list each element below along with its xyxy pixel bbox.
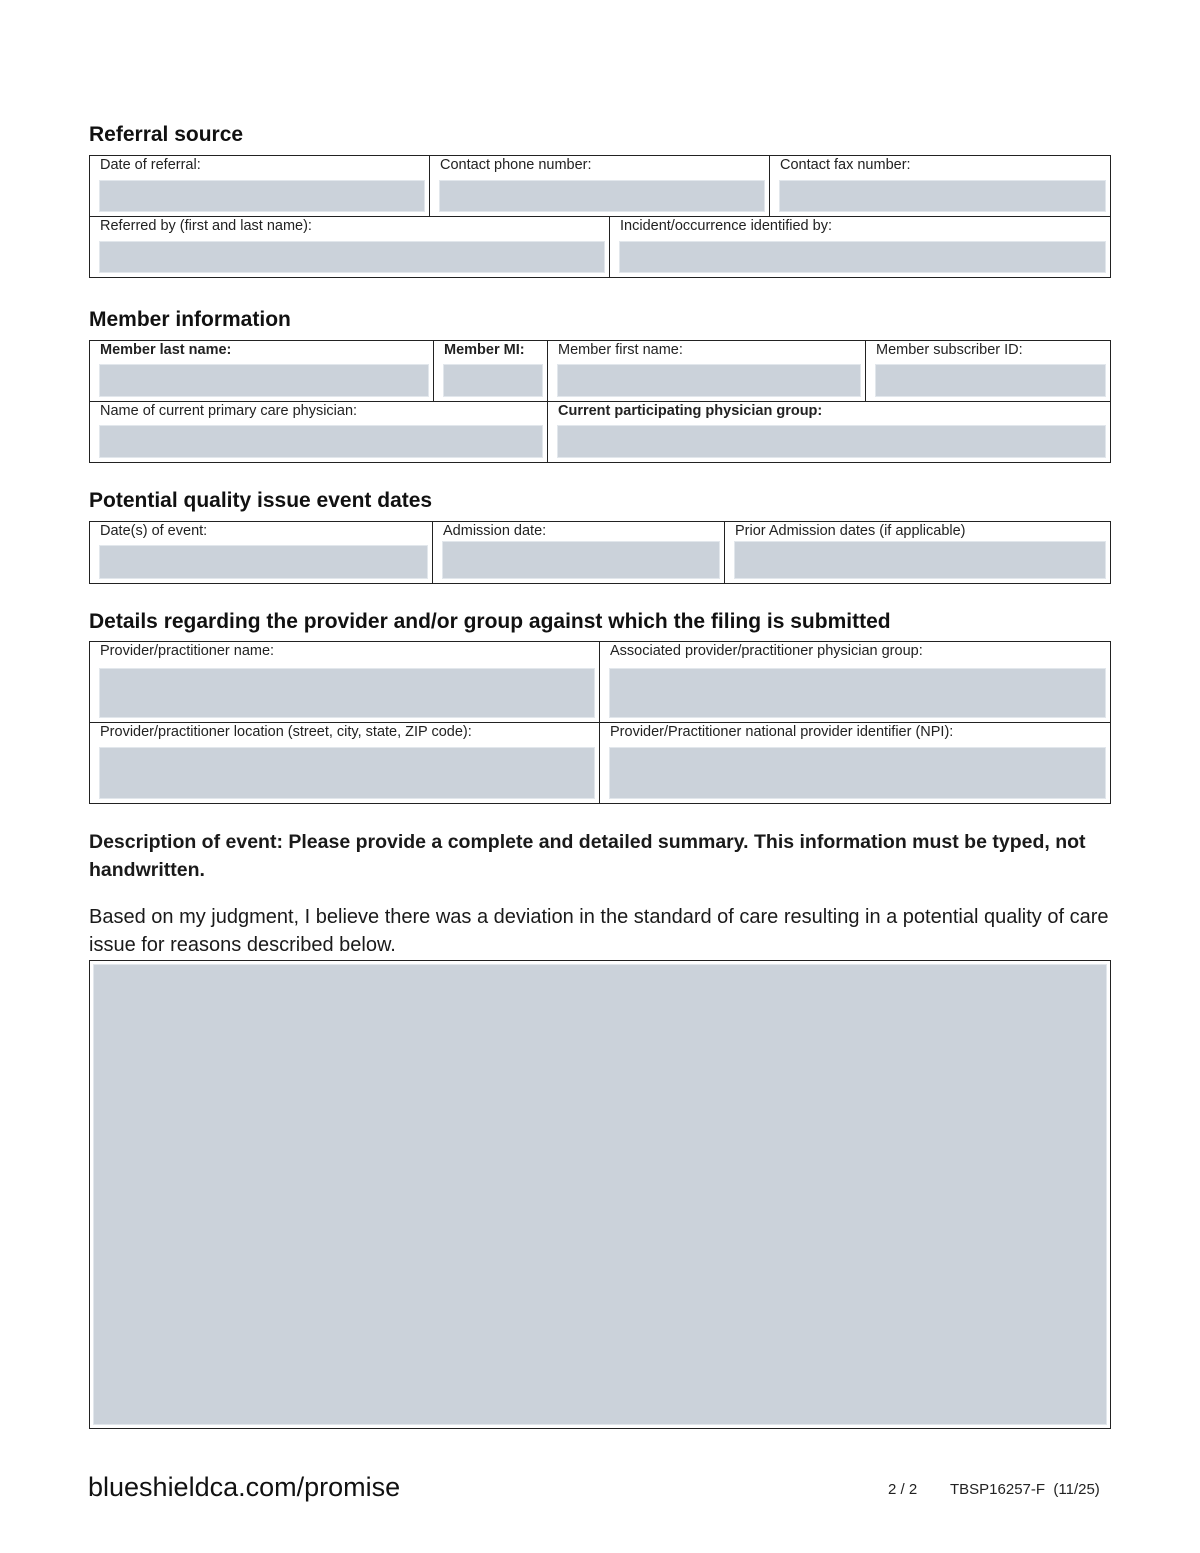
member-mi-cell	[434, 341, 548, 401]
page-number: 2 / 2	[888, 1481, 918, 1498]
pcp-cell	[90, 402, 548, 462]
member-last-name-field[interactable]	[99, 364, 429, 397]
admission-date-cell	[433, 522, 725, 583]
dates-of-event-cell	[90, 522, 433, 583]
referral-source-heading: Referral source	[89, 123, 244, 146]
prior-admission-cell	[725, 522, 1110, 583]
admission-date-label: Admission date:	[443, 523, 547, 539]
contact-phone-label: Contact phone number:	[440, 157, 592, 173]
prior-admission-field[interactable]	[734, 541, 1106, 579]
member-last-name-label: Member last name:	[100, 342, 232, 358]
member-first-name-field[interactable]	[557, 364, 861, 397]
contact-fax-label: Contact fax number:	[780, 157, 911, 173]
date-of-referral-field[interactable]	[99, 180, 425, 212]
member-first-name-cell	[548, 341, 866, 401]
contact-phone-field[interactable]	[439, 180, 765, 212]
provider-details-table	[89, 641, 1111, 804]
member-information-table	[89, 340, 1111, 463]
provider-name-cell	[90, 642, 600, 722]
member-subscriber-id-cell	[866, 341, 1110, 401]
description-box	[89, 960, 1111, 1429]
provider-npi-label: Provider/Practitioner national provider identifier (NPI):	[610, 724, 954, 740]
associated-group-cell	[600, 642, 1110, 722]
date-of-referral-cell	[90, 156, 430, 216]
physician-group-cell	[548, 402, 1110, 462]
member-first-name-label: Member first name:	[558, 342, 683, 358]
provider-details-heading: Details regarding the provider and/or group against which the filing is submitted	[89, 610, 891, 633]
physician-group-field[interactable]	[557, 425, 1106, 458]
pcp-field[interactable]	[99, 425, 543, 458]
dates-of-event-field[interactable]	[99, 545, 428, 579]
member-subscriber-id-field[interactable]	[875, 364, 1106, 397]
referral-source-table	[89, 155, 1111, 278]
referred-by-field[interactable]	[99, 241, 605, 273]
admission-date-field[interactable]	[442, 541, 720, 579]
referred-by-label: Referred by (first and last name):	[100, 218, 312, 234]
prior-admission-label: Prior Admission dates (if applicable)	[735, 523, 966, 539]
provider-location-field[interactable]	[99, 747, 595, 799]
provider-npi-field[interactable]	[609, 747, 1106, 799]
member-information-heading: Member information	[89, 308, 291, 331]
physician-group-label: Current participating physician group:	[558, 403, 823, 419]
contact-phone-cell	[430, 156, 770, 216]
description-field[interactable]	[93, 964, 1107, 1425]
event-dates-heading: Potential quality issue event dates	[89, 489, 433, 512]
identified-by-label: Incident/occurrence identified by:	[620, 218, 832, 234]
associated-group-label: Associated provider/practitioner physician group:	[610, 643, 923, 659]
pcp-label: Name of current primary care physician:	[100, 403, 358, 419]
contact-fax-field[interactable]	[779, 180, 1106, 212]
description-statement: Based on my judgment, I believe there was a deviation in the standard of care resulting in a potential quality of care issue for reasons described below.	[89, 906, 1109, 956]
event-dates-table	[89, 521, 1111, 584]
identified-by-cell	[610, 217, 1110, 277]
contact-fax-cell	[770, 156, 1110, 216]
member-mi-field[interactable]	[443, 364, 543, 397]
member-subscriber-id-label: Member subscriber ID:	[876, 342, 1023, 358]
provider-location-label: Provider/practitioner location (street, city, state, ZIP code):	[100, 724, 472, 740]
referred-by-cell	[90, 217, 610, 277]
provider-location-cell	[90, 723, 600, 803]
associated-group-field[interactable]	[609, 668, 1106, 718]
description-heading: Description of event: Please provide a complete and detailed summary. This information must be typed, not handwritten.	[89, 831, 1086, 881]
member-mi-label: Member MI:	[444, 342, 525, 358]
footer-url: blueshieldca.com/promise	[88, 1472, 401, 1502]
dates-of-event-label: Date(s) of event:	[100, 523, 208, 539]
provider-npi-cell	[600, 723, 1110, 803]
identified-by-field[interactable]	[619, 241, 1106, 273]
date-of-referral-label: Date of referral:	[100, 157, 201, 173]
provider-name-field[interactable]	[99, 668, 595, 718]
member-last-name-cell	[90, 341, 434, 401]
provider-name-label: Provider/practitioner name:	[100, 643, 275, 659]
form-code: TBSP16257-F (11/25)	[950, 1481, 1100, 1498]
